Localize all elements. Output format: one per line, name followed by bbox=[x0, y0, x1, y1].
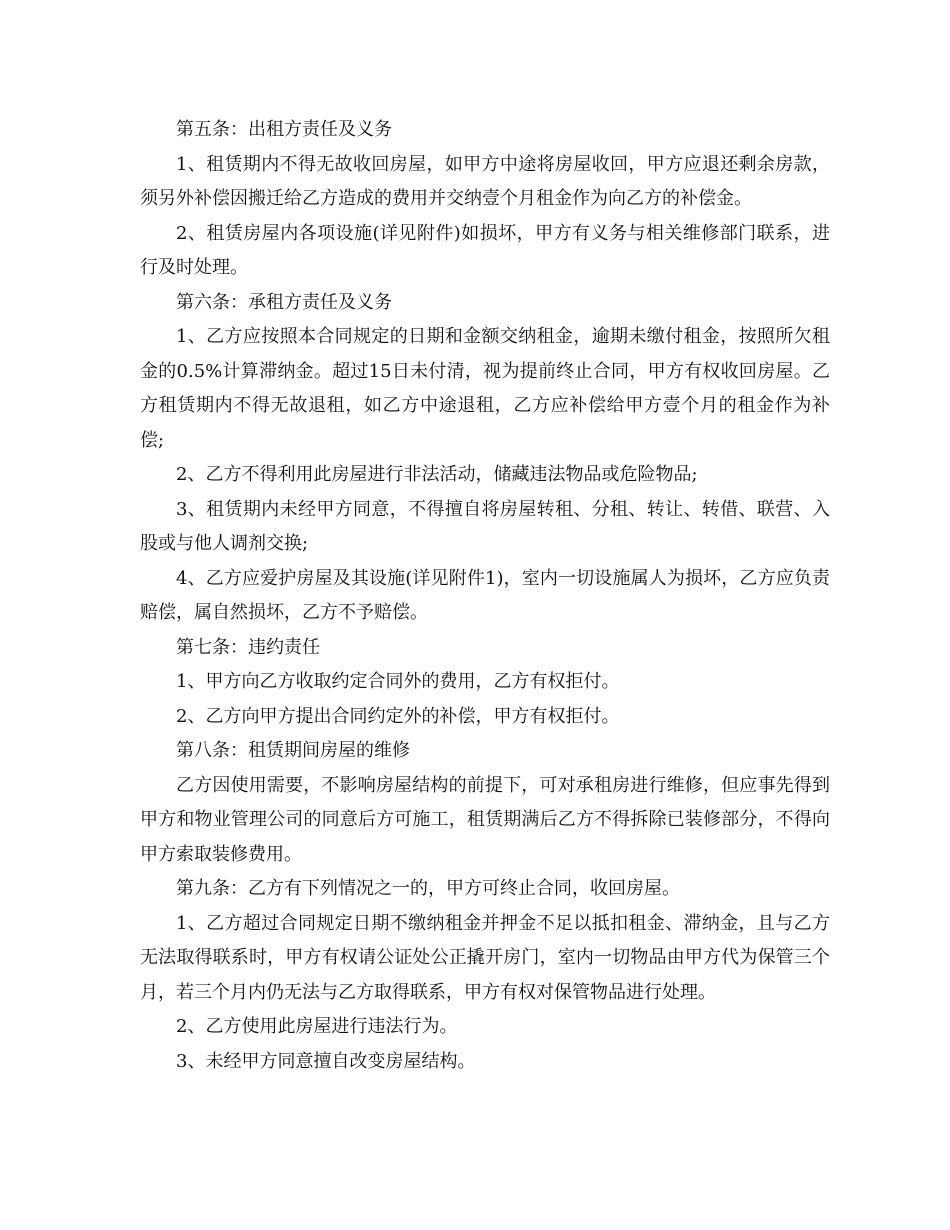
article-7-heading: 第七条：违约责任 bbox=[176, 636, 320, 658]
article-9-clause-2: 2、乙方使用此房屋进行违法行为。 bbox=[176, 1016, 458, 1037]
article-7-clause-2: 2、乙方向甲方提出合同约定外的补偿，甲方有权拒付。 bbox=[176, 705, 620, 727]
article-5-clause-1: 1、租赁期内不得无故收回房屋，如甲方中途将房屋收回，甲方应退还剩余房款，须另外补偿因搬迁给乙方造成的费用并交纳壹个月租金作为向乙方的补偿金。 bbox=[140, 153, 830, 209]
article-6-clause-1: 1、乙方应按照本合同规定的日期和金额交纳租金，逾期未缴付租金，按照所欠租金的0.5%计算滞纳金。超过15日未付清，视为提前终止合同，甲方有权收回房屋。乙方租赁期内不得无故退租，如乙方中途退租，乙方应补偿给甲方壹个月的租金作为补偿; bbox=[140, 326, 830, 451]
document-body bbox=[140, 113, 830, 1079]
article-9-heading: 第九条：乙方有下列情况之一的，甲方可终止合同，收回房屋。 bbox=[176, 878, 680, 899]
article-7-clause-1: 1、甲方向乙方收取约定合同外的费用，乙方有权拒付。 bbox=[176, 671, 620, 692]
article-6-clause-2: 2、乙方不得利用此房屋进行非法活动，储藏违法物品或危险物品; bbox=[176, 464, 698, 485]
article-6-clause-3: 3、租赁期内未经甲方同意，不得擅自将房屋转租、分租、转让、转借、联营、入股或与他人调剂交换; bbox=[140, 498, 830, 554]
article-8-heading: 第八条：租赁期间房屋的维修 bbox=[176, 740, 410, 761]
article-6-clause-4: 4、乙方应爱护房屋及其设施(详见附件1)，室内一切设施属人为损坏，乙方应负责赔偿，属自然损坏，乙方不予赔偿。 bbox=[140, 567, 830, 623]
article-6-heading: 第六条：承租方责任及义务 bbox=[176, 291, 392, 313]
article-9-clause-3: 3、未经甲方同意擅自改变房屋结构。 bbox=[176, 1050, 476, 1072]
article-5-heading: 第五条：出租方责任及义务 bbox=[176, 119, 392, 140]
article-8-body: 乙方因使用需要，不影响房屋结构的前提下，可对承租房进行维修，但应事先得到甲方和物业管理公司的同意后方可施工，租赁期满后乙方不得拆除已装修部分，不得向甲方索取装修费用。 bbox=[140, 774, 830, 865]
article-9-clause-1: 1、乙方超过合同规定日期不缴纳租金并押金不足以抵扣租金、滞纳金，且与乙方无法取得联系时，甲方有权请公证处公正撬开房门，室内一切物品由甲方代为保管三个月，若三个月内仍无法与乙方取得联系，甲方有权对保管物品进行处理。 bbox=[140, 912, 830, 1003]
article-5-clause-2: 2、租赁房屋内各项设施(详见附件)如损坏，甲方有义务与相关维修部门联系，进行及时处理。 bbox=[140, 222, 830, 278]
